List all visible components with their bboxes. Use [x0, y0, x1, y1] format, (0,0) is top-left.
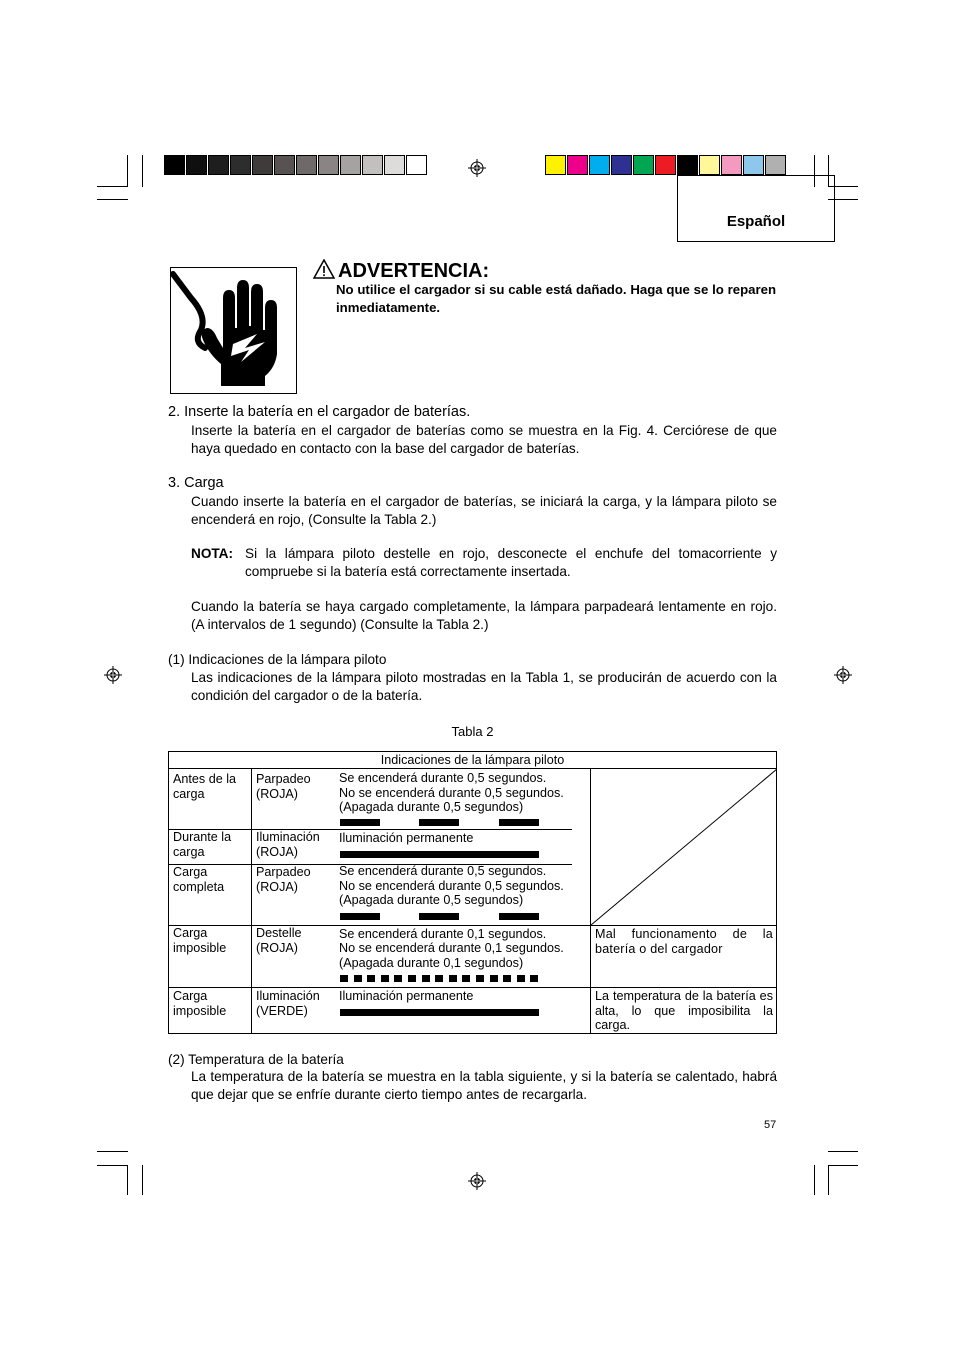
- warning-triangle-icon: [313, 259, 335, 279]
- gray-swatch: [340, 155, 361, 175]
- row-note: Mal funcionamento de la batería o del cargador: [595, 927, 773, 956]
- sub1-heading: (1) Indicaciones de la lámpara piloto: [168, 652, 387, 667]
- gray-swatch: [318, 155, 339, 175]
- row-desc-line: Se encenderá durante 0,5 segundos.: [339, 771, 547, 785]
- lamp-on-segment: [499, 913, 539, 920]
- step2-body: Inserte la batería en el cargador de baterías como se muestra en la Fig. 4. Cerciórese de que haya quedado en contacto con la base del cargador de baterías.: [191, 423, 777, 456]
- row-desc-line: Se encenderá durante 0,5 segundos.: [339, 864, 547, 878]
- lamp-flash-segment: [490, 975, 498, 982]
- lamp-flash-segment: [340, 975, 348, 982]
- lamp-flash-segment: [517, 975, 525, 982]
- registration-mark-icon: [834, 666, 852, 684]
- row-desc-line: Iluminación permanente: [339, 989, 474, 1003]
- crop-mark: [828, 1165, 858, 1166]
- crop-mark: [97, 186, 128, 187]
- lamp-flash-segment: [435, 975, 443, 982]
- row-desc-line: Se encenderá durante 0,1 segundos.: [339, 927, 547, 941]
- step3-body2: Cuando la batería se haya cargado completamente, la lámpara parpadeará lentamente en rojo. (A intervalos de 1 segundo) (Consulte la Tabla 2.): [191, 599, 777, 632]
- row-desc-line: Iluminación permanente: [339, 831, 474, 845]
- lamp-flash-segment: [530, 975, 538, 982]
- lamp-flash-segment: [367, 975, 375, 982]
- lamp-on-segment: [419, 819, 459, 826]
- color-swatch: [545, 155, 566, 175]
- color-swatch: [699, 155, 720, 175]
- lamp-on-segment: [499, 819, 539, 826]
- table-header: Indicaciones de la lámpara piloto: [380, 753, 565, 767]
- lamp-flash-segment: [354, 975, 362, 982]
- row-note: La temperatura de la batería es alta, lo que imposibilita la carga.: [595, 989, 773, 1032]
- crop-mark: [97, 1151, 128, 1152]
- row-state: Antes de la carga: [173, 772, 237, 801]
- warning-title: [313, 259, 489, 282]
- lamp-flash-segment: [476, 975, 484, 982]
- page-number: 57: [764, 1119, 777, 1131]
- gray-swatch: [230, 155, 251, 175]
- row-desc-line: No se encenderá durante 0,1 segundos.: [339, 941, 564, 955]
- row-mode: Iluminación (VERDE): [256, 989, 320, 1018]
- color-swatch: [721, 155, 742, 175]
- sub2-heading: (2) Temperatura de la batería: [168, 1052, 344, 1067]
- crop-mark: [127, 1165, 128, 1195]
- registration-mark-icon: [104, 666, 122, 684]
- crop-mark: [814, 1165, 815, 1195]
- crop-mark: [828, 1151, 858, 1152]
- lamp-on-segment: [340, 913, 380, 920]
- gray-swatch: [384, 155, 405, 175]
- note-text: Si la lámpara piloto destelle en rojo, desconecte el enchufe del tomacorriente y compruebe si la batería está correctamente insertada.: [245, 546, 777, 579]
- color-swatch: [589, 155, 610, 175]
- sub2-body: La temperatura de la batería se muestra en la tabla siguiente, y si la batería se calentado, habrá que dejar que se enfríe durante cierto tiempo antes de recargarla.: [191, 1069, 777, 1102]
- lamp-flash-segment: [422, 975, 430, 982]
- gray-swatch: [362, 155, 383, 175]
- row-desc-line: (Apagada durante 0,5 segundos): [339, 893, 524, 907]
- row-mode: Destelle (ROJA): [256, 926, 302, 955]
- lamp-flash-segment: [394, 975, 402, 982]
- color-swatch: [633, 155, 654, 175]
- lamp-flash-segment: [408, 975, 416, 982]
- lamp-flash-segment: [503, 975, 511, 982]
- diagonal-blank-cell: [591, 769, 777, 925]
- gray-swatch: [186, 155, 207, 175]
- color-swatch: [655, 155, 676, 175]
- row-desc-line: (Apagada durante 0,1 segundos): [339, 956, 524, 970]
- row-mode: Parpadeo (ROJA): [256, 865, 311, 894]
- gray-swatch: [252, 155, 273, 175]
- lamp-flash-segment: [449, 975, 457, 982]
- color-swatch: [743, 155, 764, 175]
- row-mode: Parpadeo (ROJA): [256, 772, 311, 801]
- pilot-lamp-table: [168, 751, 777, 1034]
- crop-mark: [142, 155, 143, 187]
- gray-swatch: [208, 155, 229, 175]
- crop-mark: [127, 155, 128, 187]
- warning-text: No utilice el cargador si su cable está dañado. Haga que se lo reparen inmediatamente.: [336, 282, 776, 315]
- crop-mark: [828, 1165, 829, 1195]
- lamp-on-segment: [419, 913, 459, 920]
- gray-swatch: [164, 155, 185, 175]
- step3-body: Cuando inserte la batería en el cargador de baterías, se iniciará la carga, y la lámpara piloto se encenderá en rojo, (Consulte la Tabla 2.): [191, 494, 777, 527]
- color-swatch: [567, 155, 588, 175]
- row-state: Carga completa: [173, 865, 225, 894]
- lamp-continuous-bar: [340, 1009, 539, 1016]
- color-swatch: [677, 155, 698, 175]
- lamp-flash-segment: [462, 975, 470, 982]
- note-label: NOTA:: [191, 546, 234, 561]
- row-mode: Iluminación (ROJA): [256, 830, 320, 859]
- gray-swatch: [296, 155, 317, 175]
- step2-heading: 2. Inserte la batería en el cargador de baterías.: [168, 404, 471, 420]
- row-state: Durante la carga: [173, 830, 232, 859]
- step3-heading: 3. Carga: [168, 475, 224, 491]
- crop-mark: [97, 199, 128, 200]
- lamp-flash-segment: [381, 975, 389, 982]
- gray-swatch: [274, 155, 295, 175]
- registration-mark-icon: [468, 159, 486, 177]
- row-desc-line: (Apagada durante 0,5 segundos): [339, 800, 524, 814]
- lamp-continuous-bar: [340, 851, 539, 858]
- registration-mark-icon: [468, 1172, 486, 1190]
- sub1-body: Las indicaciones de la lámpara piloto mostradas en la Tabla 1, se producirán de acuerdo con la condición del cargador o de la batería.: [191, 670, 777, 703]
- crop-mark: [97, 1165, 128, 1166]
- table-caption: Tabla 2: [451, 724, 494, 739]
- row-desc-line: No se encenderá durante 0,5 segundos.: [339, 879, 564, 893]
- row-state: Carga imposible: [173, 926, 227, 955]
- row-state: Carga imposible: [173, 989, 227, 1018]
- warning-title-text: ADVERTENCIA:: [338, 260, 490, 282]
- color-swatch: [611, 155, 632, 175]
- gray-swatch: [406, 155, 427, 175]
- electric-shock-hand-icon: [170, 267, 297, 394]
- language-label: Español: [726, 213, 786, 230]
- row-desc-line: No se encenderá durante 0,5 segundos.: [339, 786, 564, 800]
- color-swatch: [765, 155, 786, 175]
- crop-mark: [142, 1165, 143, 1195]
- language-tab: [677, 175, 835, 242]
- lamp-on-segment: [340, 819, 380, 826]
